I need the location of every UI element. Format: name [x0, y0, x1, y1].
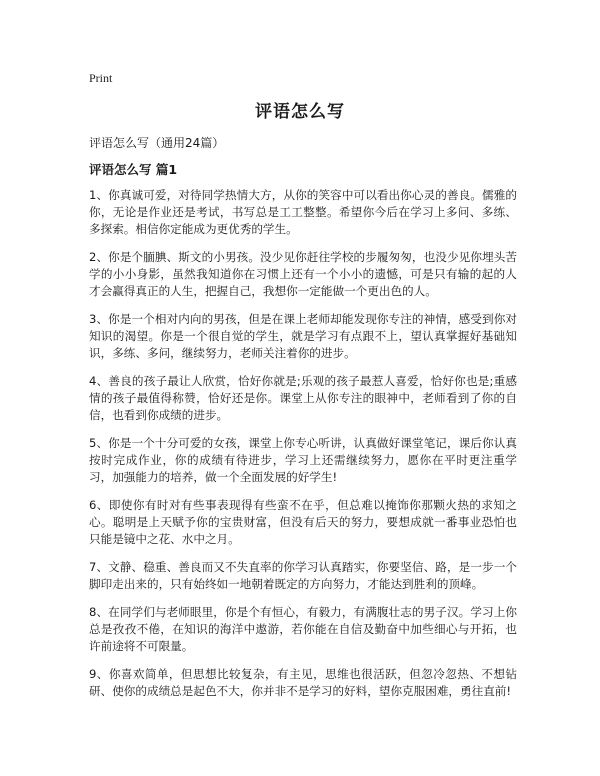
- paragraph: 1、你真诚可爱，对待同学热情大方，从你的笑容中可以看出你心灵的善良。儒雅的你，无论是作业还是考试，书写总是工工整整。希望你今后在学习上多问、多练、多探索。相信你定能成为更优秀的学生。: [89, 188, 517, 236]
- page-title: 评语怎么写: [255, 102, 345, 122]
- paragraph: 8、在同学们与老师眼里，你是个有恒心，有毅力，有满腹壮志的男子汉。学习上你总是孜孜不倦，在知识的海洋中遨游，若你能在自信及勤奋中加些细心与开拓，也许前途将不可限量。: [89, 605, 517, 653]
- paragraph: 9、你喜欢简单，但思想比较复杂，有主见，思维也很活跃，但忽冷忽热、不想钻研、使你的成绩总是起色不大，你并非不是学习的好料，望你克服困难，勇往直前!: [89, 667, 517, 698]
- paragraph: 6、即使你有时对有些事表现得有些蛮不在乎，但总难以掩饰你那颗火热的求知之心。聪明是上天赋予你的宝贵财富，但没有后天的努力，要想成就一番事业恐怕也只能是镜中之花、水中之月。: [89, 498, 517, 546]
- paragraph: 3、你是一个相对内向的男孩，但是在课上老师却能发现你专注的神情，感受到你对知识的渴望。你是一个很自觉的学生，就是学习有点跟不上，望认真掌握好基础知识，多练、多问，继续努力，老师关注着你的进步。: [89, 312, 517, 360]
- paragraph: 2、你是个腼腆、斯文的小男孩。没少见你赶往学校的步履匆匆，也没少见你埋头苦学的小小身影，虽然我知道你在习惯上还有一个小小的遗憾，可是只有输的起的人才会赢得真正的人生，把握自己，我想你一定能做一个更出色的人。: [89, 250, 517, 298]
- print-label: Print: [89, 71, 113, 85]
- paragraph-list: [89, 187, 517, 711]
- paragraph: 5、你是一个十分可爱的女孩，课堂上你专心听讲，认真做好课堂笔记，课后你认真按时完成作业，你的成绩有待进步，学习上还需继续努力，愿你在平时更注重学习，加强能力的培养，做一个全面发展的好学生!: [89, 436, 517, 484]
- paragraph: 4、善良的孩子最让人欣赏，恰好你就是;乐观的孩子最惹人喜爱，恰好你也是;重感情的孩子最值得称赞，恰好还是你。课堂上从你专注的眼神中，老师看到了你的自信，也看到你成绩的进步。: [89, 374, 517, 422]
- paragraph: 7、文静、稳重、善良而又不失直率的你学习认真踏实，你要坚信、路，是一步一个脚印走出来的，只有始终如一地朝着既定的方向努力，才能达到胜利的顶峰。: [89, 560, 517, 591]
- section-heading: 评语怎么写 篇1: [89, 162, 178, 177]
- document-subtitle: 评语怎么写（通用24篇）: [89, 136, 225, 150]
